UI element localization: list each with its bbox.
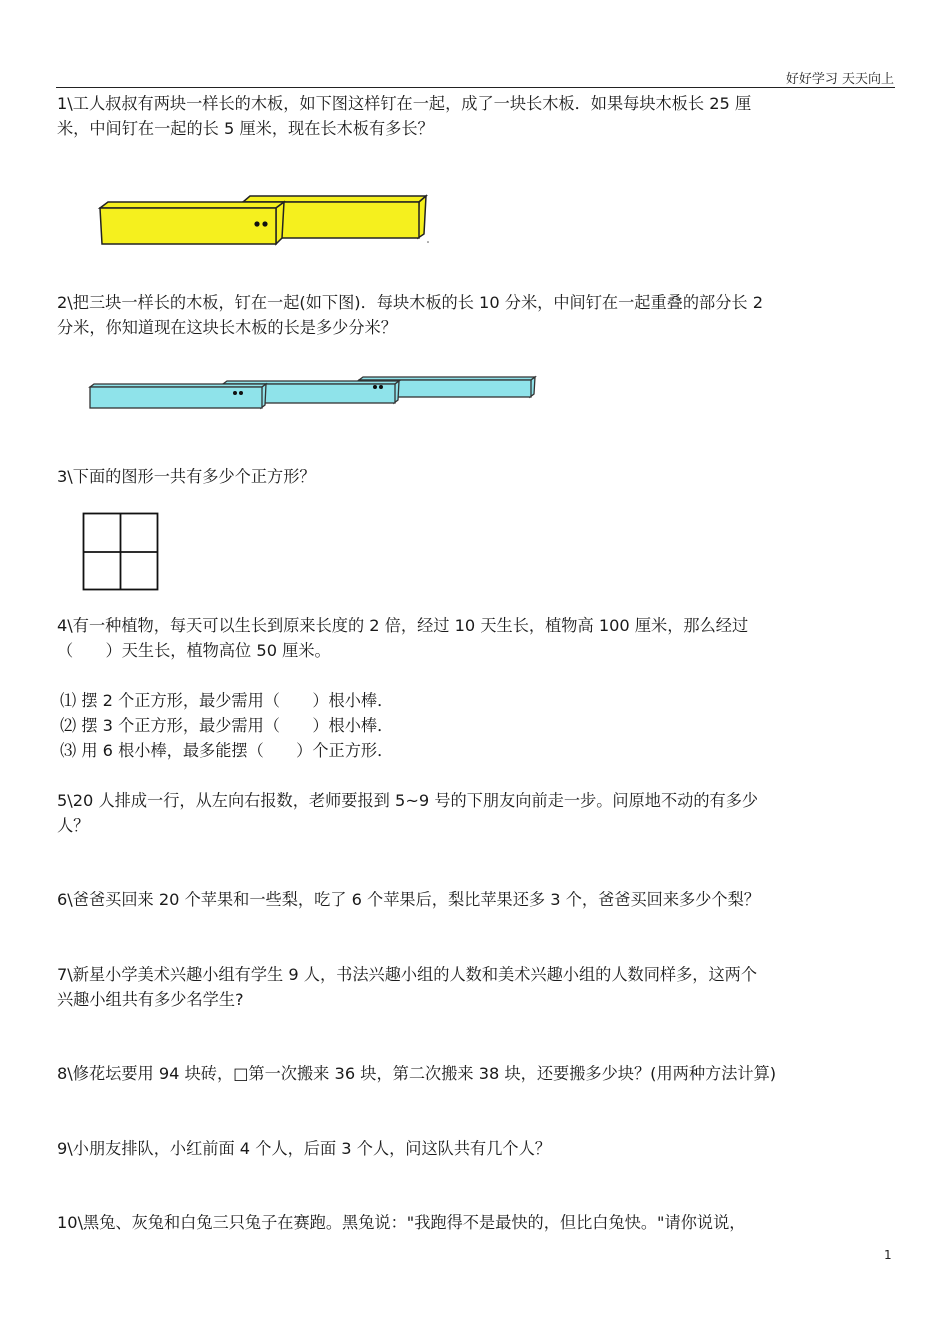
- nail-dot: [262, 221, 267, 226]
- q9-text-line1: 9\小朋友排队，小红前面 4 个人，后面 3 个人，问这队共有几个人？: [57, 1139, 551, 1158]
- q3-text-line1: 3\下面的图形一共有多少个正方形？: [57, 467, 316, 486]
- front-board-front: [100, 208, 276, 244]
- q4-sub2: ⑵ 摆 3 个正方形，最少需用（ ）根小棒．: [60, 716, 394, 735]
- q4-text-line2: （ ）天生长，植物高位 50 厘米。: [57, 641, 331, 660]
- two-boards-figure: [88, 190, 438, 252]
- q5-text-line2: 人？: [57, 816, 90, 835]
- q8-text-line1: 8\修花坛要用 94 块砖，□第一次搬来 36 块，第二次搬来 38 块，还要搬多少块？(用两种方法计算): [57, 1064, 777, 1083]
- page-number: 1: [884, 1248, 892, 1262]
- q2-text-line2: 分米，你知道现在这块长木板的长是多少分米？: [57, 318, 397, 337]
- q4-sub3: ⑶ 用 6 根小棒，最多能摆（ ）个正方形．: [60, 741, 394, 760]
- nail-dot: [254, 221, 259, 226]
- q7-text-line1: 7\新星小学美术兴趣小组有学生 9 人，书法兴趣小组的人数和美术兴趣小组的人数同样多，这两个: [57, 965, 758, 984]
- nail-dot: [233, 391, 237, 395]
- q6-text-line1: 6\爸爸买回来 20 个苹果和一些梨，吃了 6 个苹果后，梨比苹果还多 3 个，爸爸买回来多少个梨？: [57, 890, 760, 909]
- square-grid-figure: [82, 512, 162, 592]
- nail-dot: [379, 385, 383, 389]
- q1-text-line1: 1\工人叔叔有两块一样长的木板，如下图这样钉在一起，成了一块长木板．如果每块木板长 25 厘: [57, 94, 752, 113]
- q7-text-line2: 兴趣小组共有多少名学生?: [57, 990, 244, 1009]
- page-header: 好好学习 天天向上: [785, 72, 894, 87]
- three-boards-figure: [86, 372, 546, 416]
- q2-text-line1: 2\把三块一样长的木板，钉在一起(如下图)．每块木板的长 10 分米，中间钉在一起重叠的部分长 2: [57, 293, 764, 312]
- header-rule: [56, 87, 895, 88]
- q4-sub1: ⑴ 摆 2 个正方形，最少需用（ ）根小棒．: [60, 691, 394, 710]
- q10-text-line1: 10\黑兔、灰兔和白兔三只兔子在赛跑。黑兔说："我跑得不是最快的，但比白兔快。"请你说说，: [57, 1213, 746, 1232]
- q5-text-line1: 5\20 人排成一行，从左向右报数，老师要报到 5~9 号的下朋友向前走一步。问原地不动的有多少: [57, 791, 759, 810]
- q4-text-line1: 4\有一种植物，每天可以生长到原来长度的 2 倍，经过 10 天生长，植物高 100 厘米，那么经过: [57, 616, 749, 635]
- nail-dot: [373, 385, 377, 389]
- nail-dot: [239, 391, 243, 395]
- front-board-top: [100, 202, 284, 208]
- q1-text-line2: 米，中间钉在一起的长 5 厘米，现在长木板有多长？: [57, 119, 434, 138]
- back-board-top: [243, 196, 426, 202]
